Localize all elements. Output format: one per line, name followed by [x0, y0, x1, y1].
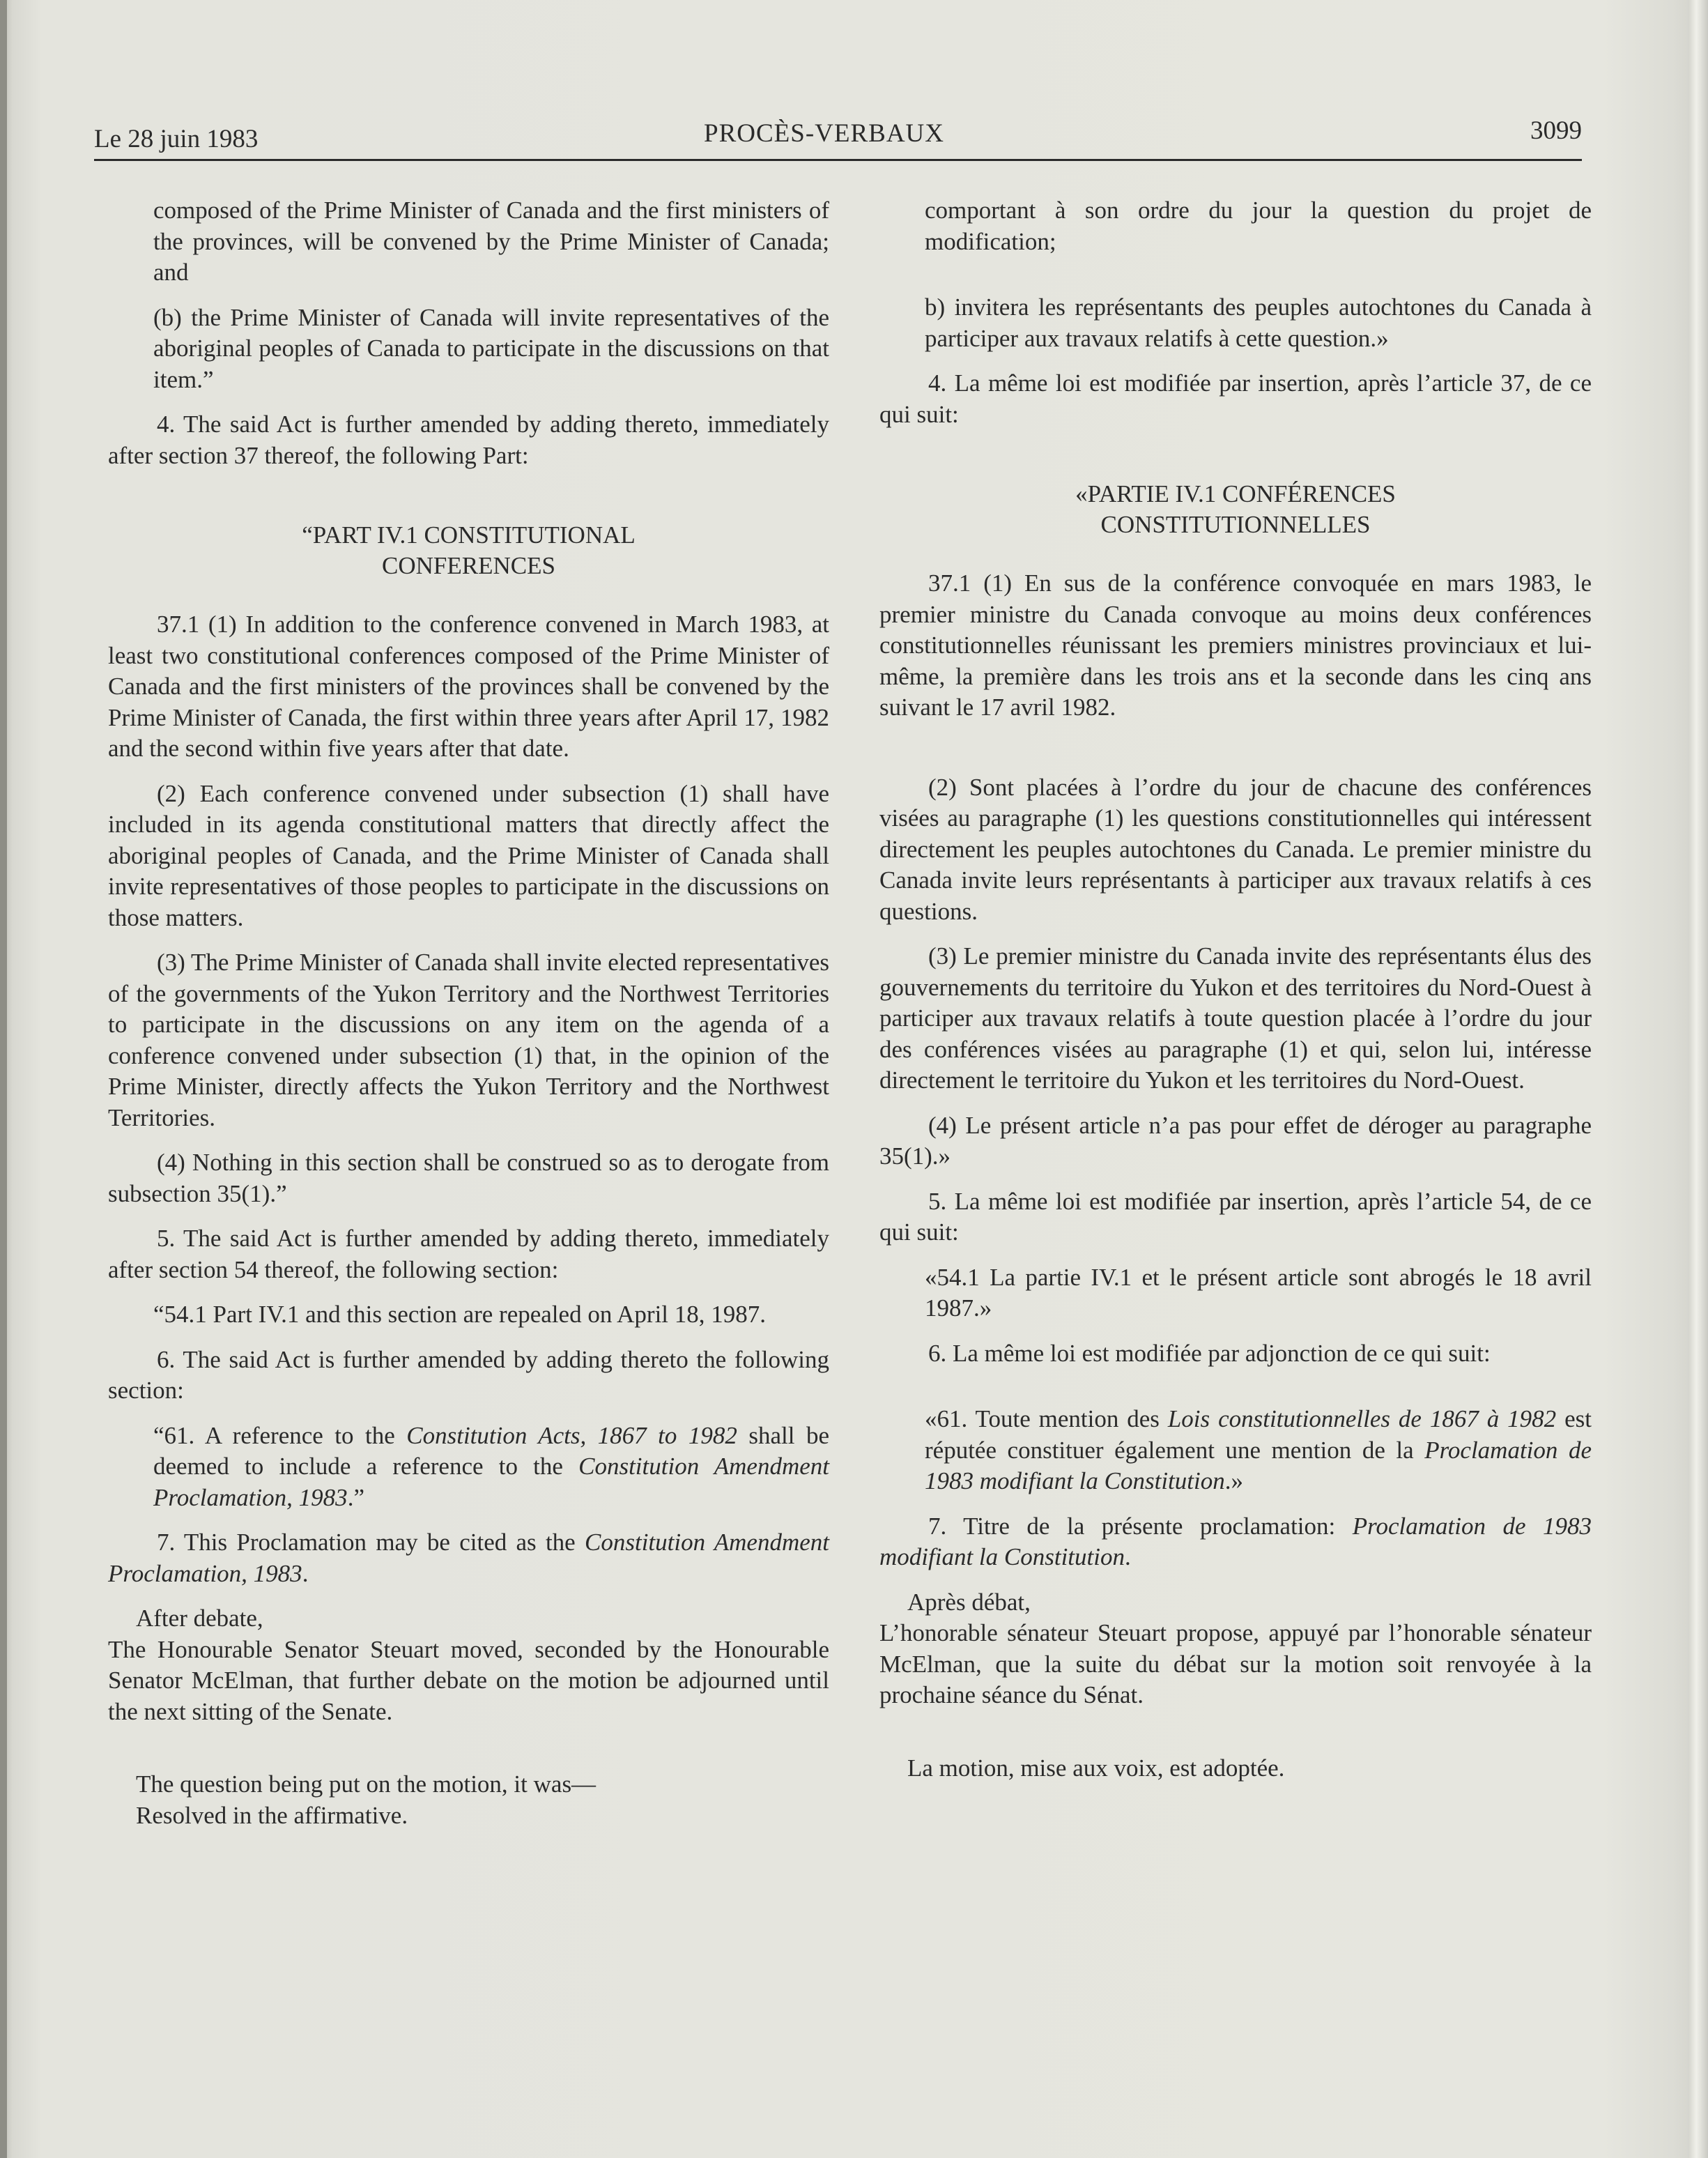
en-section-37-1-3: (3) The Prime Minister of Canada shall invite elected representatives of the governments of the Yukon Territory and the Northwest Territories to participate in the discussions on any item on the agenda of a conference convened under subsection (1) that, in the opinion of the Prime Minister, directly affects the Yukon Territory and the Northwest Territories. [108, 949, 829, 1131]
english-column [108, 195, 829, 1845]
en-after-debate: After debate, [136, 1605, 263, 1632]
en-heading-line-1: “PART IV.1 CONSTITUTIONAL [302, 521, 636, 549]
fr-motion-text: L’honorable sénateur Steuart propose, appuyé par l’honorable sénateur McElman, que la suite du débat sur la motion soit renvoyée à la prochaine séance du Sénat. [879, 1619, 1592, 1708]
en-paragraph-6: 6. The said Act is further amended by adding thereto the following section: [108, 1345, 829, 1404]
en-paragraph-7: 7. This Proclamation may be cited as the Constitution Amendment Proclamation, 1983. [108, 1529, 829, 1587]
page-binding-edge [0, 0, 7, 2158]
en-section-37-1-1: 37.1 (1) In addition to the conference convened in March 1983, at least two constitutional conferences composed of the Prime Minister of Canada and the first ministers of the provinces shall be convened by the Prime Minister of Canada, the first within three years after April 17, 1982 and the second within five years after that date. [108, 611, 829, 762]
fr-paragraph-6: 6. La même loi est modifiée par adjonction de ce qui suit: [928, 1339, 1491, 1367]
header-title: PROCÈS-VERBAUX [704, 119, 944, 148]
page-number: 3099 [1530, 116, 1582, 145]
fr-section-61: «61. Toute mention des Lois constitutionnelles de 1867 à 1982 est réputée constituer également une mention de la Proclamation de 1983 modifiant la Constitution.» [925, 1405, 1592, 1494]
fr-paragraph-2: b) invitera les représentants des peuples autochtones du Canada à participer aux travaux relatifs à cette question.» [925, 293, 1592, 352]
fr-heading-line-2: CONSTITUTIONNELLES [1100, 511, 1371, 538]
french-column [879, 195, 1592, 1798]
en-paragraph-2: (b) the Prime Minister of Canada will invite representatives of the aboriginal peoples of Canada to participate in the discussions on that item.” [153, 303, 829, 393]
en-section-37-1-4: (4) Nothing in this section shall be construed so as to derogate from subsection 35(1).” [108, 1149, 829, 1207]
en-paragraph-4: 4. The said Act is further amended by adding thereto, immediately after section 37 thereof, the following Part: [108, 411, 829, 469]
en-section-37-1-2: (2) Each conference convened under subsection (1) shall have included in its agenda constitutional matters that directly affect the aboriginal peoples of Canada, and the Prime Minister of Canada shall invite representatives of those peoples to participate in the discussions on those matters. [108, 779, 829, 931]
fr-part-heading [879, 479, 1592, 540]
header-rule [94, 159, 1582, 161]
fr-heading-line-1: «PARTIE IV.1 CONFÉRENCES [1075, 480, 1396, 507]
fr-section-37-1-4: (4) Le présent article n’a pas pour effet de déroger au paragraphe 35(1).» [879, 1111, 1592, 1170]
en-resolved: Resolved in the affirmative. [136, 1801, 408, 1829]
fr-paragraph-7: 7. Titre de la présente proclamation: Proclamation de 1983 modifiant la Constitution. [879, 1512, 1592, 1570]
fr-paragraph-1: comportant à son ordre du jour la question du projet de modification; [925, 197, 1592, 255]
en-heading-line-2: CONFERENCES [382, 552, 555, 579]
fr-section-37-1-1: 37.1 (1) En sus de la conférence convoquée en mars 1983, le premier ministre du Canada convoque au moins deux conférences constitutionnelles réunissant les premiers ministres provinciaux et lui-même, la première dans les trois ans et la seconde dans les cinq ans suivant le 17 avril 1982. [879, 569, 1592, 721]
page-header [94, 112, 1582, 153]
page-edge [1688, 0, 1708, 2158]
en-section-61: “61. A reference to the Constitution Acts, 1867 to 1982 shall be deemed to include a reference to the Constitution Amendment Proclamation, 1983.” [153, 1421, 830, 1511]
fr-paragraph-4: 4. La même loi est modifiée par insertion, après l’article 37, de ce qui suit: [879, 369, 1592, 428]
fr-section-54-1: «54.1 La partie IV.1 et le présent article sont abrogés le 18 avril 1987.» [925, 1263, 1592, 1322]
fr-paragraph-5: 5. La même loi est modifiée par insertion, après l’article 54, de ce qui suit: [879, 1187, 1592, 1246]
fr-section-37-1-3: (3) Le premier ministre du Canada invite des représentants élus des gouvernements du territoire du Yukon et des territoires du Nord-Ouest à participer aux travaux relatifs à toute question placée à l’ordre du jour des conférences visées au paragraphe (1) et qui, selon lui, intéresse directement le territoire du Yukon et les territoires du Nord-Ouest. [879, 942, 1592, 1094]
en-motion-text: The Honourable Senator Steuart moved, seconded by the Honourable Senator McElman, that further debate on the motion be adjourned until the next sitting of the Senate. [108, 1635, 829, 1725]
header-date: Le 28 juin 1983 [94, 125, 259, 153]
en-part-heading [108, 520, 829, 581]
en-paragraph-5: 5. The said Act is further amended by adding thereto, immediately after section 54 thereof, the following section: [108, 1225, 829, 1283]
fr-after-debate: Après débat, [907, 1588, 1031, 1616]
fr-motion-adopted: La motion, mise aux voix, est adoptée. [907, 1754, 1285, 1782]
en-paragraph-1: composed of the Prime Minister of Canada and the first ministers of the provinces, will be convened by the Prime Minister of Canada; and [153, 197, 829, 286]
fr-section-37-1-2: (2) Sont placées à l’ordre du jour de chacune des conférences visées au paragraphe (1) les questions constitutionnelles qui intéressent directement les peuples autochtones du Canada. Le premier ministre du Canada invite leurs représentants à participer aux travaux relatifs à ces questions. [879, 773, 1592, 925]
en-question-put: The question being put on the motion, it was— [136, 1770, 597, 1798]
en-section-54-1: “54.1 Part IV.1 and this section are repealed on April 18, 1987. [153, 1301, 767, 1328]
